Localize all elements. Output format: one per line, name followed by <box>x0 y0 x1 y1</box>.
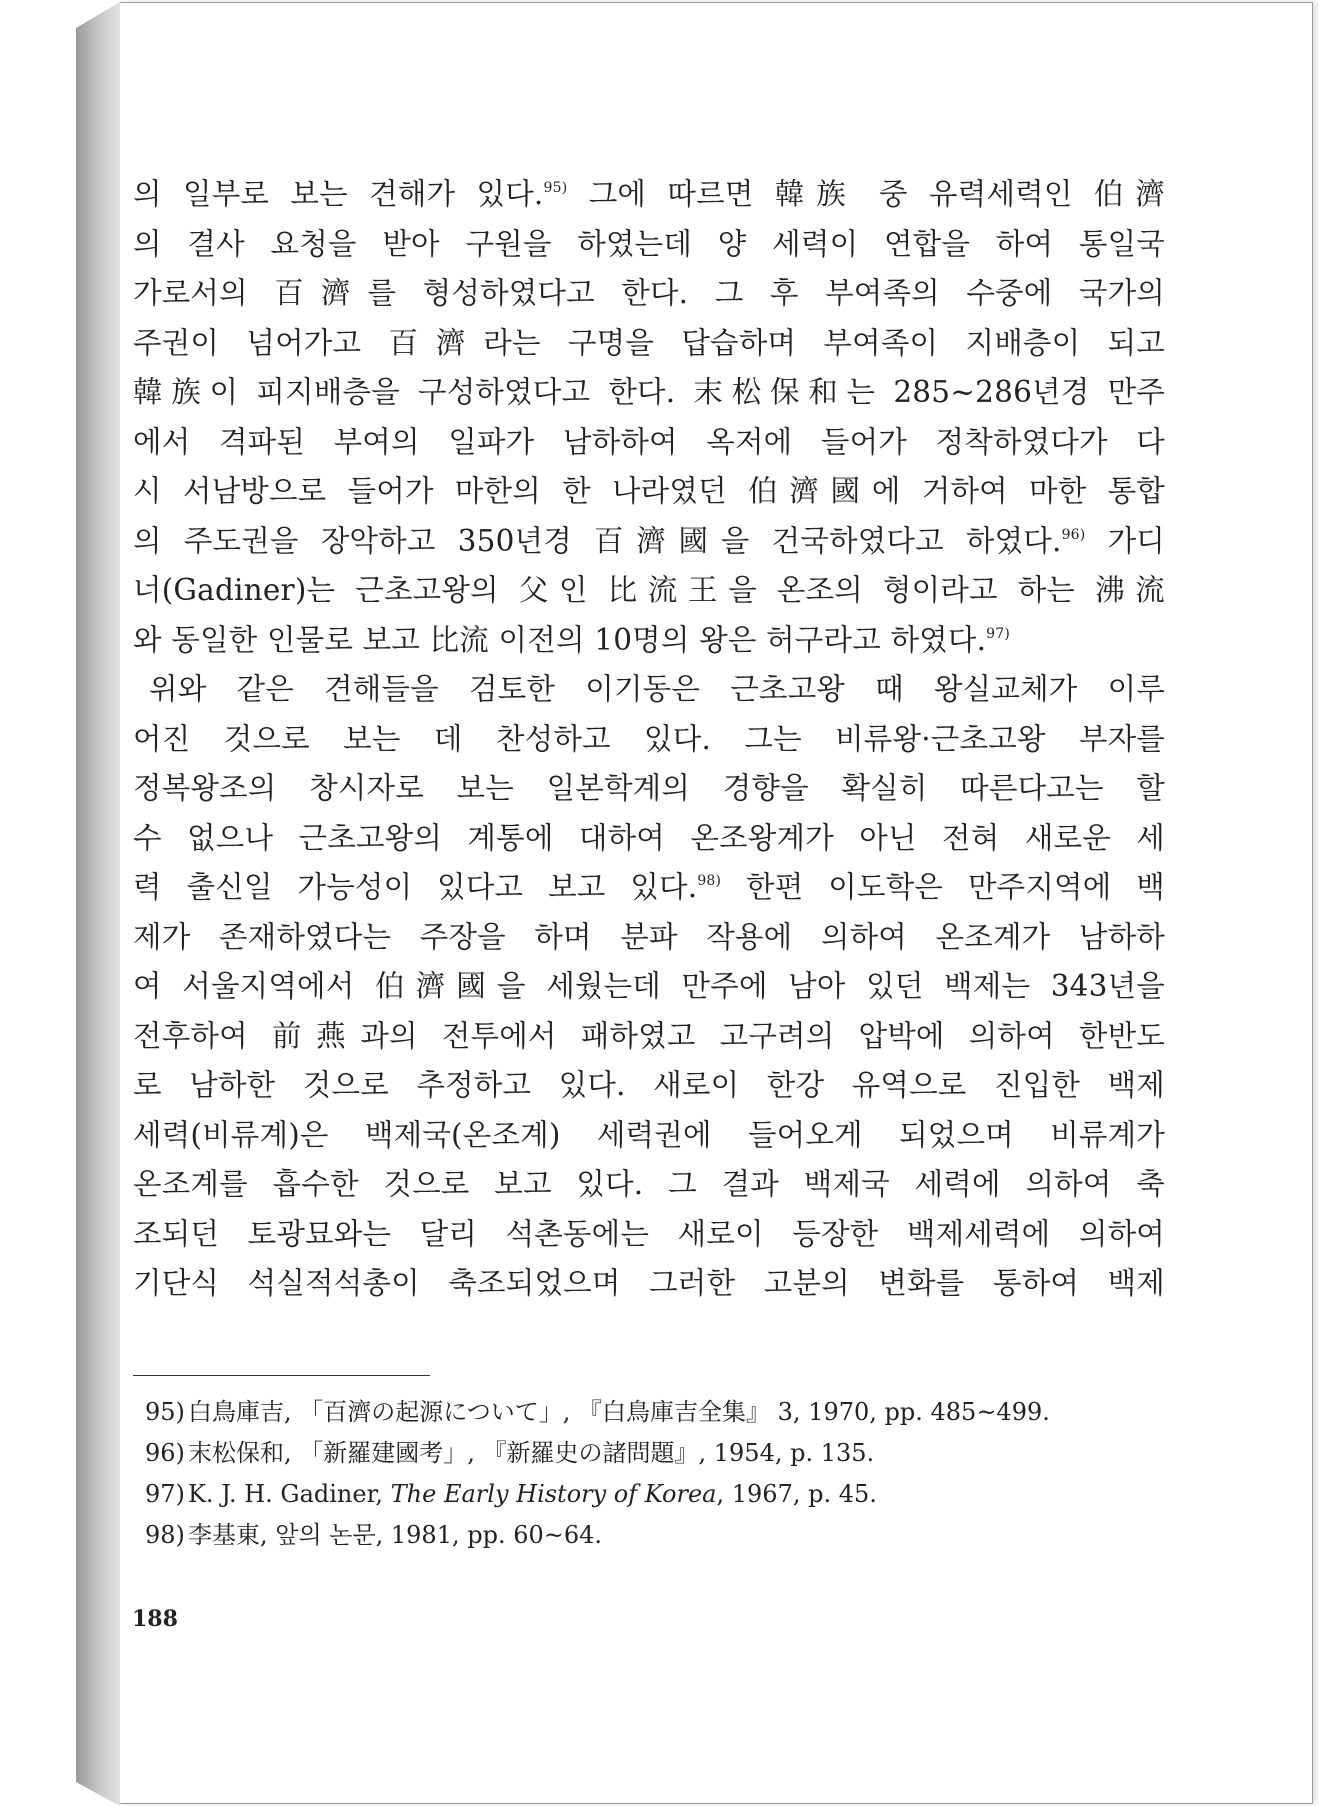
text-span: 와 동일한 인물로 보고 比流 이전의 10명의 왕은 허구라고 하였다. <box>133 622 987 657</box>
footnote-number: 98) <box>145 1521 185 1549</box>
text-line: 제가 존재하였다는 주장을 하며 분파 작용에 의하여 온조계가 남하하 <box>133 919 1165 954</box>
text-line <box>133 517 1165 567</box>
footnote-number: 95) <box>145 1398 185 1426</box>
footnote-number: 97) <box>145 1480 185 1508</box>
text-line: 어진 것으로 보는 데 찬성하고 있다. 그는 비류왕·근초고왕 부자를 <box>133 721 1165 756</box>
text-span: 의 주도권을 장악하고 350년경 百濟國을 건국하였다고 하였다. <box>133 523 1062 558</box>
text-line: 가로서의 百濟를 형성하였다고 한다. 그 후 부여족의 수중에 국가의 <box>133 276 1165 310</box>
text-line: 세력(비류계)은 백제국(온조계) 세력권에 들어오게 되었으며 비류계가 <box>133 1117 1165 1152</box>
footnote-98 <box>145 1515 1145 1556</box>
footnote-text: K. J. H. Gadiner, <box>188 1480 391 1508</box>
body-text <box>133 170 1165 1309</box>
text-line: 정복왕조의 창시자로 보는 일본학계의 경향을 확실히 따른다고는 할 <box>133 771 1165 805</box>
paragraph-1 <box>133 170 1165 665</box>
text-span: 그에 따르면 韓族 중 유력세력인 伯濟 <box>567 177 1165 211</box>
footnote-divider <box>133 1375 430 1376</box>
footnote-text: 末松保和, 「新羅建國考」, 『新羅史の諸問題』, 1954, p. 135. <box>188 1439 875 1467</box>
text-line <box>133 616 1165 666</box>
text-line <box>133 863 1165 913</box>
footnote-text: , 1967, p. 45. <box>716 1480 877 1508</box>
footnote-95 <box>145 1392 1145 1433</box>
text-line: 수 없으나 근초고왕의 계통에 대하여 온조왕계가 아닌 전혀 새로운 세 <box>133 820 1165 855</box>
text-line: 韓族이 피지배층을 구성하였다고 한다. 末松保和는 285~286년경 만주 <box>133 375 1165 409</box>
page-number: 188 <box>132 1606 178 1632</box>
text-span: 력 출신일 가능성이 있다고 보고 있다. <box>133 870 698 904</box>
footnote-number: 96) <box>145 1439 185 1467</box>
footnote-ref-97[interactable]: 97) <box>986 625 1011 642</box>
footnote-text: 李基東, 앞의 논문, 1981, pp. 60~64. <box>188 1521 603 1549</box>
footnote-text: 白鳥庫吉, 「百濟の起源について」, 『白鳥庫吉全集』 3, 1970, pp. 485~499. <box>188 1398 1050 1426</box>
footnote-book-title: The Early History of Korea <box>390 1480 717 1508</box>
text-line <box>133 170 1165 220</box>
text-span: 의 일부로 보는 견해가 있다. <box>133 177 544 211</box>
text-line: 에서 격파된 부여의 일파가 남하하여 옥저에 들어가 정착하였다가 다 <box>133 424 1165 459</box>
text-line: 시 서남방으로 들어가 마한의 한 나라였던 伯濟國에 거하여 마한 통합 <box>133 474 1165 508</box>
paragraph-2 <box>133 665 1165 1309</box>
text-line: 너(Gadiner)는 근초고왕의 父인 比流王을 온조의 형이라고 하는 沸流 <box>133 573 1165 607</box>
footnotes <box>145 1392 1145 1556</box>
text-line: 위와 같은 견해들을 검토한 이기동은 근초고왕 때 왕실교체가 이루 <box>149 672 1165 706</box>
text-line: 전후하여 前燕과의 전투에서 패하였고 고구려의 압박에 의하여 한반도 <box>133 1018 1165 1053</box>
book-spine <box>76 0 120 1806</box>
text-line: 여 서울지역에서 伯濟國을 세웠는데 만주에 남아 있던 백제는 343년을 <box>133 969 1165 1003</box>
text-line: 온조계를 흡수한 것으로 보고 있다. 그 결과 백제국 세력에 의하여 축 <box>133 1167 1165 1201</box>
text-line: 로 남하한 것으로 추정하고 있다. 새로이 한강 유역으로 진입한 백제 <box>133 1068 1165 1102</box>
footnote-96 <box>145 1433 1145 1474</box>
text-span: 가디 <box>1085 523 1165 558</box>
text-line: 조되던 토광묘와는 달리 석촌동에는 새로이 등장한 백제세력에 의하여 <box>133 1216 1165 1251</box>
footnote-97 <box>145 1474 1145 1515</box>
text-line: 의 결사 요청을 받아 구원을 하였는데 양 세력이 연합을 하여 통일국 <box>133 226 1165 261</box>
footnote-ref-95[interactable]: 95) <box>543 180 568 196</box>
text-span: 한편 이도학은 만주지역에 백 <box>721 870 1165 904</box>
footnote-ref-98[interactable]: 98) <box>697 873 722 889</box>
text-line: 주권이 넘어가고 百濟라는 구명을 답습하며 부여족이 지배층이 되고 <box>133 325 1165 360</box>
footnote-ref-96[interactable]: 96) <box>1061 526 1086 543</box>
text-line: 기단식 석실적석총이 축조되었으며 그러한 고분의 변화를 통하여 백제 <box>133 1266 1165 1300</box>
